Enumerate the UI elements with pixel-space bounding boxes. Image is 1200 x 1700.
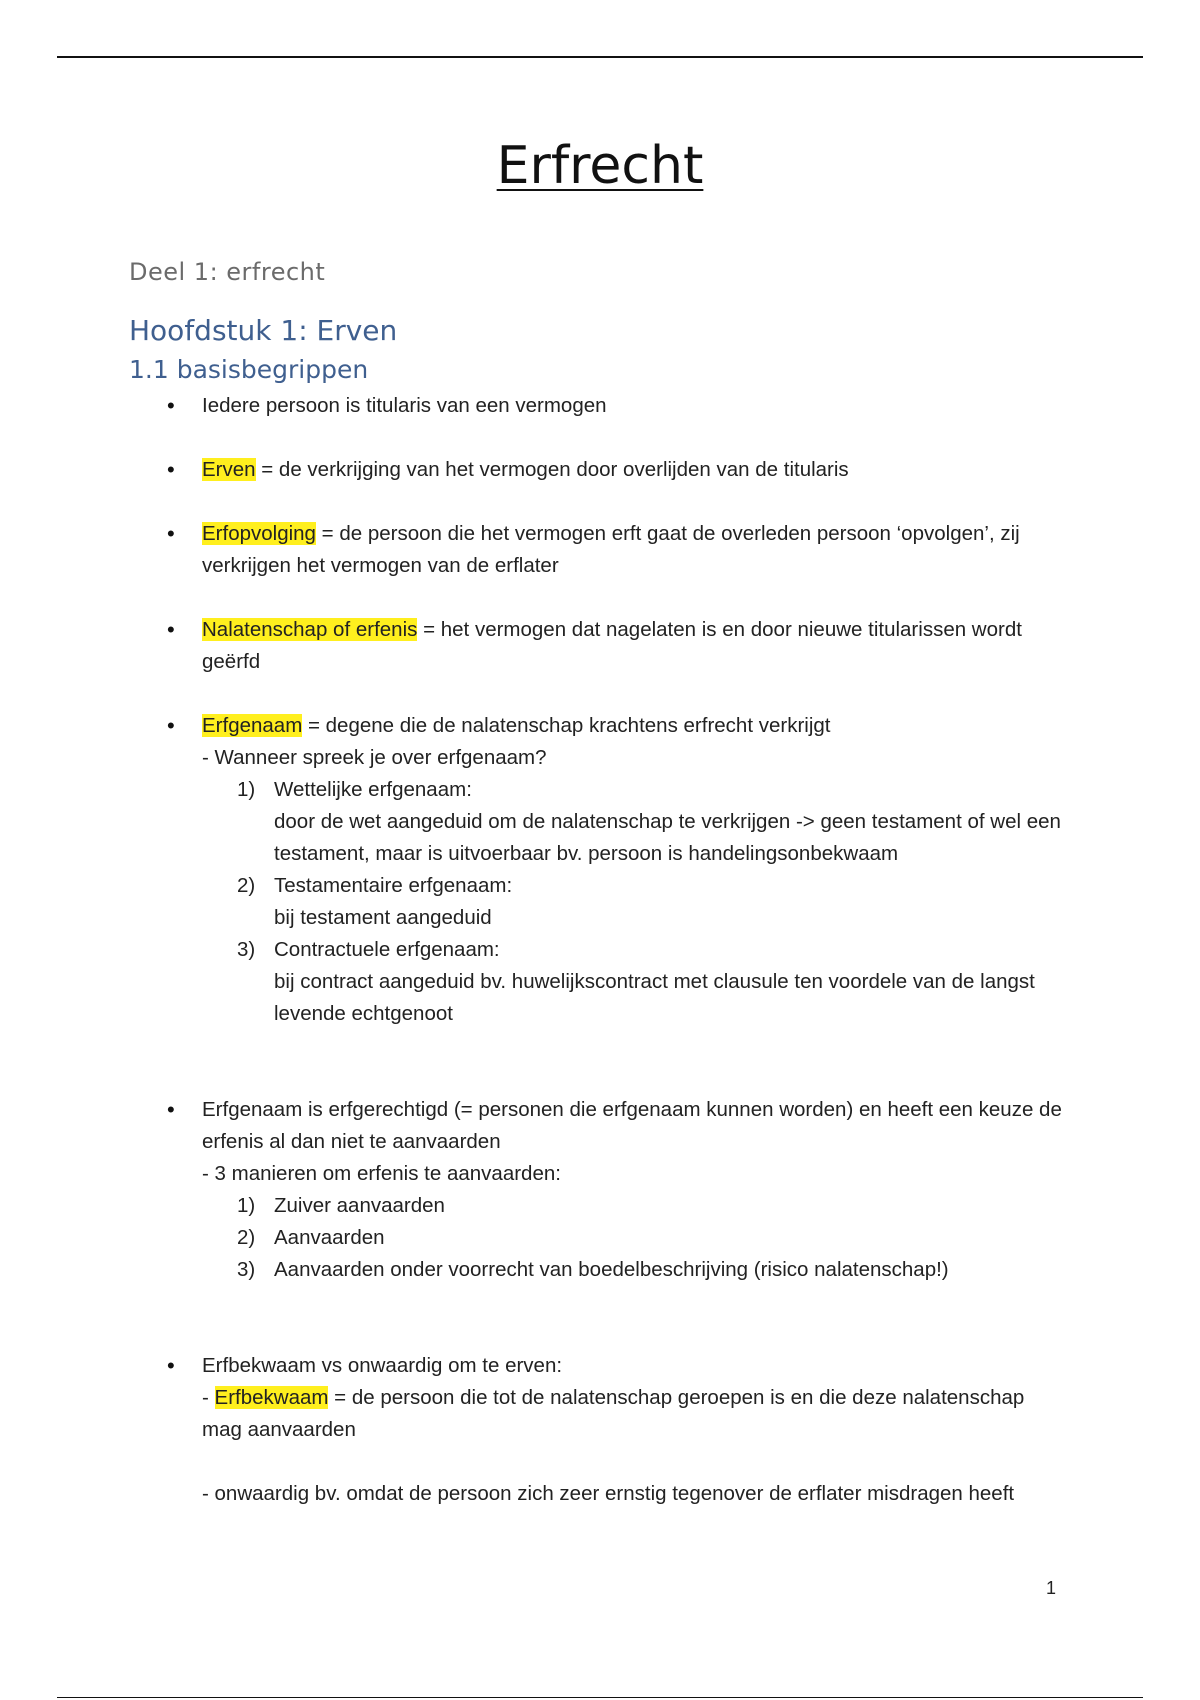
numbered-item [202, 774, 1067, 870]
item-label: Aanvaarden [274, 1226, 385, 1249]
section-heading: 1.1 basisbegrippen [129, 355, 369, 384]
item-label: Testamentaire erfgenaam: [274, 874, 513, 897]
list-item [167, 614, 1067, 678]
item-detail: door de wet aangeduid om de nalatenschap te verkrijgen -> geen testament of wel een testament, maar is uitvoerbaar bv. persoon is handelingsonbekwaam [274, 810, 1061, 865]
numbered-item [202, 1222, 1067, 1254]
item-label: Contractuele erfgenaam: [274, 938, 500, 961]
highlighted-term: Erfgenaam [202, 714, 303, 737]
numbered-item [202, 934, 1067, 1030]
list-item [167, 1094, 1067, 1286]
item-detail: bij contract aangeduid bv. huwelijkscontract met clausule ten voordele van de langst levende echtgenoot [274, 970, 1035, 1025]
item-number: 1) [237, 1194, 256, 1217]
document-title: Erfrecht [496, 136, 704, 196]
list-item [167, 710, 1067, 1030]
highlighted-term: Erven [202, 458, 256, 481]
numbered-item [202, 1254, 1067, 1286]
item-number: 1) [237, 778, 256, 801]
numbered-list [202, 774, 1067, 1030]
sub-line: - Erfbekwaam = de persoon die tot de nalatenschap geroepen is en die deze nalatenschap mag aanvaarden [202, 1386, 1025, 1441]
item-text: = de verkrijging van het vermogen door overlijden van de titularis [255, 458, 849, 481]
item-label: Wettelijke erfgenaam: [274, 778, 472, 801]
header-rule [57, 56, 1143, 58]
sub-line: - 3 manieren om erfenis te aanvaarden: [202, 1162, 561, 1185]
chapter-heading: Hoofdstuk 1: Erven [129, 314, 398, 347]
definition-list [167, 390, 1067, 1510]
item-number: 2) [237, 874, 256, 897]
list-item [167, 390, 1067, 422]
page-number: 1 [1046, 1578, 1057, 1598]
list-item [167, 518, 1067, 582]
item-text: Erfbekwaam vs onwaardig om te erven: [202, 1354, 563, 1377]
item-label: Zuiver aanvaarden [274, 1194, 445, 1217]
sub-line: - Wanneer spreek je over erfgenaam? [202, 746, 547, 769]
item-text: = de persoon die het vermogen erft gaat de overleden persoon ‘opvolgen’, zij verkrijgen het vermogen van de erflater [202, 522, 1020, 577]
item-text: = degene die de nalatenschap krachtens erfrecht verkrijgt [302, 714, 831, 737]
sub-line: - onwaardig bv. omdat de persoon zich zeer ernstig tegenover de erflater misdragen heeft [202, 1482, 1015, 1505]
highlighted-term: Erfbekwaam [214, 1386, 329, 1409]
list-item [167, 454, 1067, 486]
item-label: Aanvaarden onder voorrecht van boedelbeschrijving (risico nalatenschap!) [274, 1258, 949, 1281]
item-detail: bij testament aangeduid [274, 906, 492, 929]
footer-rule [57, 1697, 1143, 1698]
list-item [167, 1350, 1067, 1510]
numbered-item [202, 1190, 1067, 1222]
item-text: Iedere persoon is titularis van een vermogen [202, 394, 607, 417]
numbered-list [202, 1190, 1067, 1286]
highlighted-term: Erfopvolging [202, 522, 316, 545]
highlighted-term: Nalatenschap of erfenis [202, 618, 418, 641]
item-text: = het vermogen dat nagelaten is en door nieuwe titularissen wordt geërfd [202, 618, 1022, 673]
numbered-item [202, 870, 1067, 934]
item-number: 2) [237, 1226, 256, 1249]
item-number: 3) [237, 1258, 256, 1281]
item-text: Erfgenaam is erfgerechtigd (= personen die erfgenaam kunnen worden) en heeft een keuze de erfenis al dan niet te aanvaarden [202, 1098, 1062, 1153]
item-number: 3) [237, 938, 256, 961]
part-heading: Deel 1: erfrecht [129, 258, 326, 286]
